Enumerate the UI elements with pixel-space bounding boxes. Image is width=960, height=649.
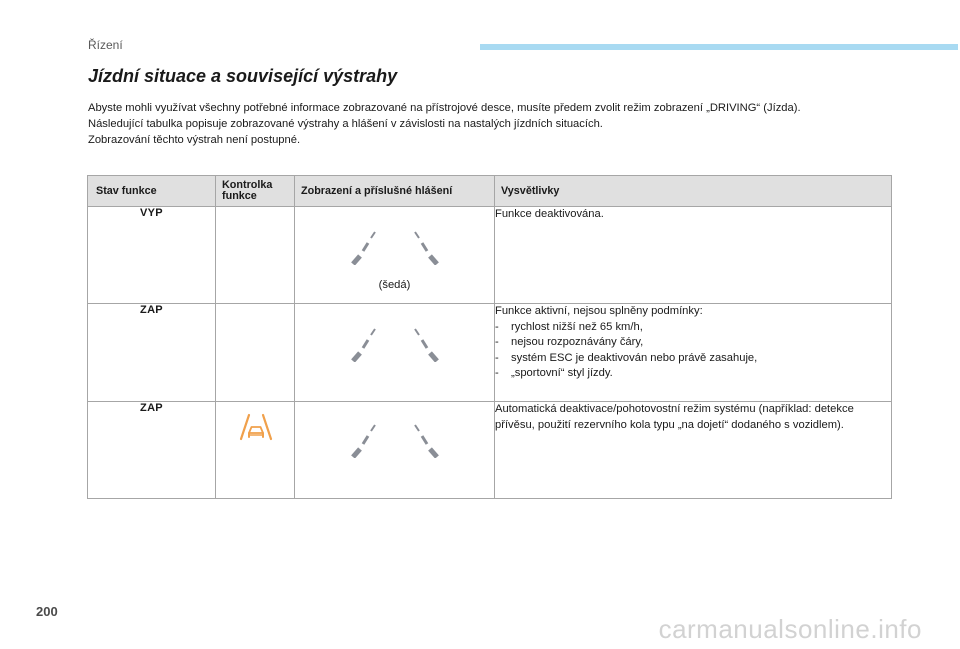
- header-indicator: Kontrolka funkce: [216, 176, 295, 207]
- explanation-cell: [495, 304, 892, 402]
- explanation-cell: [495, 207, 892, 304]
- condition-list: [495, 320, 891, 382]
- header-state: Stav funkce: [88, 176, 216, 207]
- list-item: - rychlost nižší než 65 km/h,: [495, 320, 891, 336]
- state-cell: ZAP: [88, 402, 216, 499]
- table-row: [88, 304, 892, 402]
- display-cell: [295, 402, 495, 499]
- state-cell: VYP: [88, 207, 216, 304]
- lane-lines-icon: [347, 422, 443, 458]
- table-header-row: [88, 176, 892, 207]
- section-bar: [480, 44, 958, 50]
- indicator-cell: [216, 402, 295, 499]
- intro-paragraph: Následující tabulka popisuje zobrazované výstrahy a hlášení v závislosti na nastalých jízdních situacích.: [88, 118, 603, 130]
- warnings-table: [87, 175, 892, 499]
- table-row: [88, 207, 892, 304]
- intro-text: [88, 100, 888, 148]
- explanation-text: Funkce deaktivována.: [495, 208, 604, 220]
- intro-paragraph: Zobrazování těchto výstrah není postupné.: [88, 134, 301, 146]
- table-row: [88, 402, 892, 499]
- explanation-text: Funkce aktivní, nejsou splněny podmínky:: [495, 305, 703, 317]
- list-item: - nejsou rozpoznávány čáry,: [495, 335, 891, 351]
- display-cell: [295, 304, 495, 402]
- display-cell: [295, 207, 495, 304]
- display-caption: (šedá): [378, 279, 411, 291]
- indicator-cell: [216, 207, 295, 304]
- list-item: - systém ESC je deaktivován nebo právě zasahuje,: [495, 351, 891, 367]
- page-title: Jízdní situace a související výstrahy: [88, 66, 398, 86]
- state-cell: ZAP: [88, 304, 216, 402]
- intro-paragraph: Abyste mohli využívat všechny potřebné informace zobrazované na přístrojové desce, musíte předem zvolit režim zobrazení „DRIVING“ (Jízda).: [88, 102, 801, 114]
- section-label: Řízení: [88, 38, 123, 52]
- page-number: 200: [36, 604, 58, 619]
- watermark: carmanualsonline.info: [658, 614, 922, 644]
- explanation-cell: [495, 402, 892, 499]
- lane-warning-icon: [238, 412, 274, 442]
- lane-lines-icon: [347, 326, 443, 362]
- indicator-cell: [216, 304, 295, 402]
- explanation-text: Automatická deaktivace/pohotovostní režim systému (například: detekce přívěsu, použití rezervního kola typu „na dojetí“ dodaného s vozidlem).: [495, 403, 854, 431]
- header-display: Zobrazení a příslušné hlášení: [295, 176, 495, 207]
- header-explanation: Vysvětlivky: [495, 176, 892, 207]
- list-item: - „sportovní“ styl jízdy.: [495, 366, 891, 382]
- lane-lines-icon: [347, 229, 443, 265]
